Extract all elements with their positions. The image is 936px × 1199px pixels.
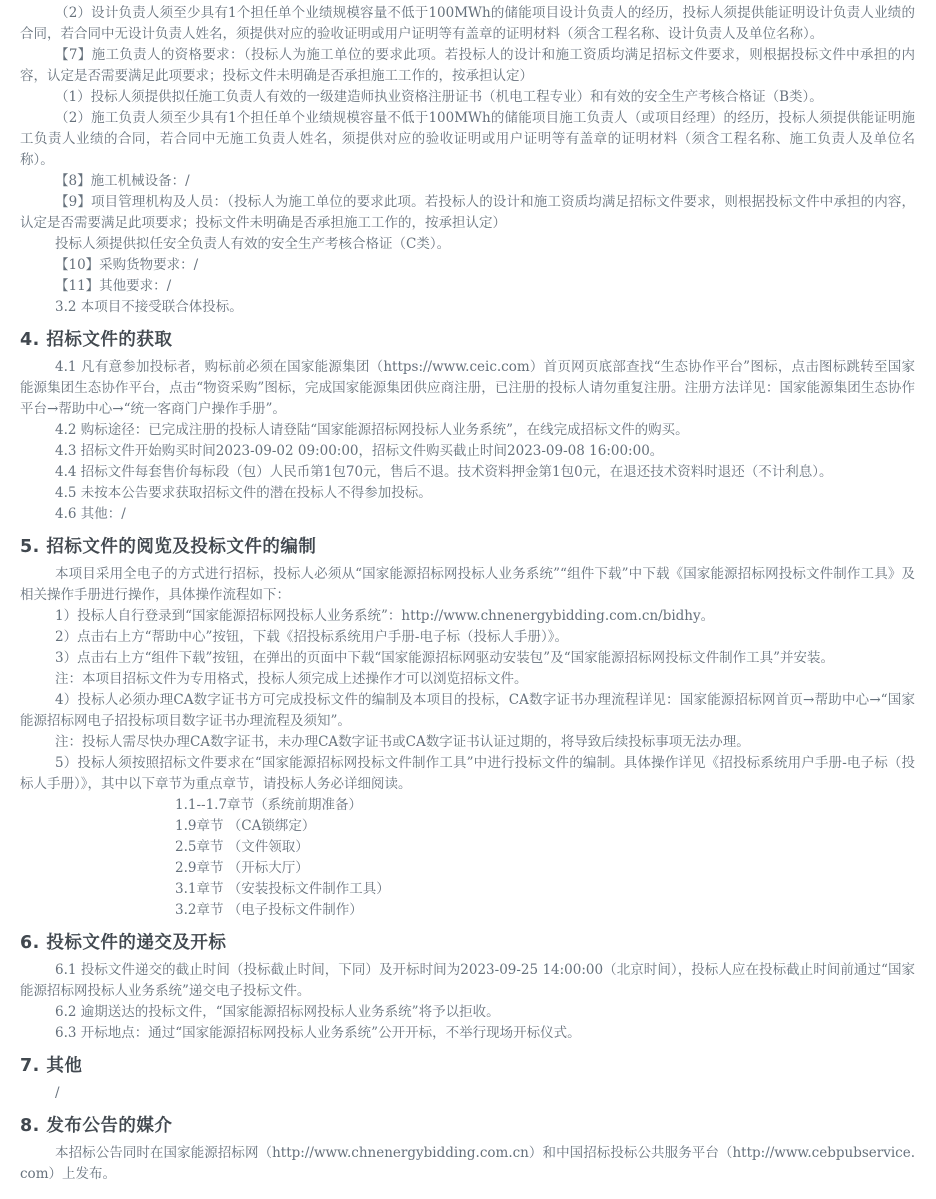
section-7-placeholder-slash: /: [55, 1085, 60, 1101]
chapter-item-system-preparation: 1.1--1.7章节（系统前期准备）: [175, 797, 363, 813]
clause-3-2-no-consortium: 3.2 本项目不接受联合体投标。: [55, 299, 243, 315]
clause-6-2-late-submission-rejected: 6.2 逾期送达的投标文件，“国家能源招标网投标人业务系统”将予以拒收。: [55, 1004, 500, 1020]
section-heading-8-announcement-media: 8. 发布公告的媒介: [20, 1116, 173, 1136]
section-heading-6-bid-submission-and-opening: 6. 投标文件的递交及开标: [20, 933, 227, 953]
chapter-item-bid-opening-hall: 2.9章节 （开标大厅）: [175, 860, 309, 876]
clause-safety-officer-certificate: 投标人须提供拟任安全负责人有效的安全生产考核合格证（C类）。: [55, 236, 451, 252]
clause-5-intro-electronic-bidding: 本项目采用全电子的方式进行招标，投标人必须从“国家能源招标网投标人业务系统”“组件下载”中下载《国家能源招标网投标文件制作工具》及相关操作手册进行操作，具体操作流程如下：: [20, 566, 915, 603]
clause-8-construction-machinery: 【8】施工机械设备：/: [55, 173, 190, 189]
chapter-item-file-collection: 2.5章节 （文件领取）: [175, 839, 309, 855]
chapter-item-electronic-bid-making: 3.2章节 （电子投标文件制作）: [175, 902, 363, 918]
clause-construction-leader-experience: （2）施工负责人须至少具有1个担任单个业绩规模容量不低于100MWh的储能项目施工负责人（或项目经理）的经历，投标人须提供能证明施工负责人业绩的合同，若合同中无施工负责人姓名，须提供对应的验收证明或用户证明等有盖章的证明材料（须含工程名称、施工负责人及单位名称）。: [20, 110, 915, 168]
chapter-item-install-bid-tool: 3.1章节 （安装投标文件制作工具）: [175, 881, 390, 897]
clause-design-leader-experience: （2）设计负责人须至少具有1个担任单个业绩规模容量不低于100MWh的储能项目设计负责人的经历，投标人须提供能证明设计负责人业绩的合同，若合同中无设计负责人姓名，须提供对应的验收证明或用户证明等有盖章的证明材料（须含工程名称、设计负责人及单位名称）。: [20, 5, 915, 42]
clause-6-1-deadline-and-opening-time: 6.1 投标文件递交的截止时间（投标截止时间，下同）及开标时间为2023-09-25 14:00:00（北京时间），投标人应在投标截止时间前通过“国家能源招标网投标人业务系统”递交电子投标文件。: [20, 962, 915, 999]
clause-4-5-restriction: 4.5 未按本公告要求获取招标文件的潜在投标人不得参加投标。: [55, 485, 432, 501]
clause-11-other-requirements: 【11】其他要求：/: [55, 278, 172, 294]
clause-7-construction-leader-qualification: 【7】施工负责人的资格要求：（投标人为施工单位的要求此项。若投标人的设计和施工资质均满足招标文件要求，则根据投标文件中承担的内容，认定是否需要满足此项要求；投标文件未明确是否承担施工工作的，按承担认定）: [20, 47, 915, 84]
clause-4-1-registration: 4.1 凡有意参加投标者，购标前必须在国家能源集团（https://www.ceic.com）首页网页底部查找“生态协作平台”图标，点击图标跳转至国家能源集团生态协作平台，点击“物资采购”图标，完成国家能源集团供应商注册，已注册的投标人请勿重复注册。注册方法详见：国家能源集团生态协作平台→帮助中心→“统一客商门户操作手册”。: [20, 359, 915, 417]
note-ca-certificate-deadline: 注：投标人需尽快办理CA数字证书，未办理CA数字证书或CA数字证书认证过期的，将导致后续投标事项无法办理。: [55, 734, 750, 750]
chapter-item-ca-lock-binding: 1.9章节 （CA锁绑定）: [175, 818, 316, 834]
step-1-login-system: 1）投标人自行登录到“国家能源招标网投标人业务系统”：http://www.chnenergybidding.com.cn/bidhy。: [55, 608, 715, 624]
step-3-component-download: 3）点击右上方“组件下载”按钮，在弹出的页面中下载“国家能源招标网驱动安装包”及“国家能源招标网投标文件制作工具”并安装。: [55, 650, 834, 666]
clause-4-6-other: 4.6 其他：/: [55, 506, 126, 522]
section-heading-5-document-review-and-bid-preparation: 5. 招标文件的阅览及投标文件的编制: [20, 537, 317, 557]
step-2-help-center-download: 2）点击右上方“帮助中心”按钮，下载《招投标系统用户手册-电子标（投标人手册）》。: [55, 629, 568, 645]
step-4-ca-certificate: 4）投标人必须办理CA数字证书方可完成投标文件的编制及本项目的投标，CA数字证书办理流程详见：国家能源招标网首页→帮助中心→“国家能源招标网电子招投标项目数字证书办理流程及须知”。: [20, 692, 915, 729]
note-special-format: 注：本项目招标文件为专用格式，投标人须完成上述操作才可以浏览招标文件。: [55, 671, 528, 687]
clause-4-3-purchase-time: 4.3 招标文件开始购买时间2023-09-02 09:00:00，招标文件购买截止时间2023-09-08 16:00:00。: [55, 443, 664, 459]
clause-4-2-purchase-channel: 4.2 购标途径：已完成注册的投标人请登陆“国家能源招标网投标人业务系统”，在线完成招标文件的购买。: [55, 422, 689, 438]
clause-construction-leader-certificate: （1）投标人须提供拟任施工负责人有效的一级建造师执业资格注册证书（机电工程专业）和有效的安全生产考核合格证（B类）。: [55, 89, 823, 105]
clause-6-3-opening-location: 6.3 开标地点：通过“国家能源招标网投标人业务系统”公开开标，不举行现场开标仪式。: [55, 1025, 581, 1041]
clause-4-4-price-deposit: 4.4 招标文件每套售价每标段（包）人民币第1包70元，售后不退。技术资料押金第1包0元，在退还技术资料时退还（不计利息）。: [55, 464, 833, 480]
section-heading-4-document-acquisition: 4. 招标文件的获取: [20, 330, 173, 350]
clause-9-project-management-staff: 【9】项目管理机构及人员：（投标人为施工单位的要求此项。若投标人的设计和施工资质均满足招标文件要求，则根据投标文件中承担的内容，认定是否需要满足此项要求；投标文件未明确是否承担施工工作的，按承担认定）: [20, 194, 915, 231]
step-5-bid-file-preparation: 5）投标人须按照招标文件要求在“国家能源招标网投标文件制作工具”中进行投标文件的编制。具体操作详见《招投标系统用户手册-电子标（投标人手册）》，其中以下章节为重点章节，请投标人务必详细阅读。: [20, 755, 915, 792]
section-heading-7-other: 7. 其他: [20, 1056, 83, 1076]
clause-8-publication-platforms: 本招标公告同时在国家能源招标网（http://www.chnenergybidding.com.cn）和中国招标投标公共服务平台（http://www.cebpubservice.com）上发布。: [20, 1145, 915, 1182]
clause-10-procurement-goods: 【10】采购货物要求：/: [55, 257, 199, 273]
